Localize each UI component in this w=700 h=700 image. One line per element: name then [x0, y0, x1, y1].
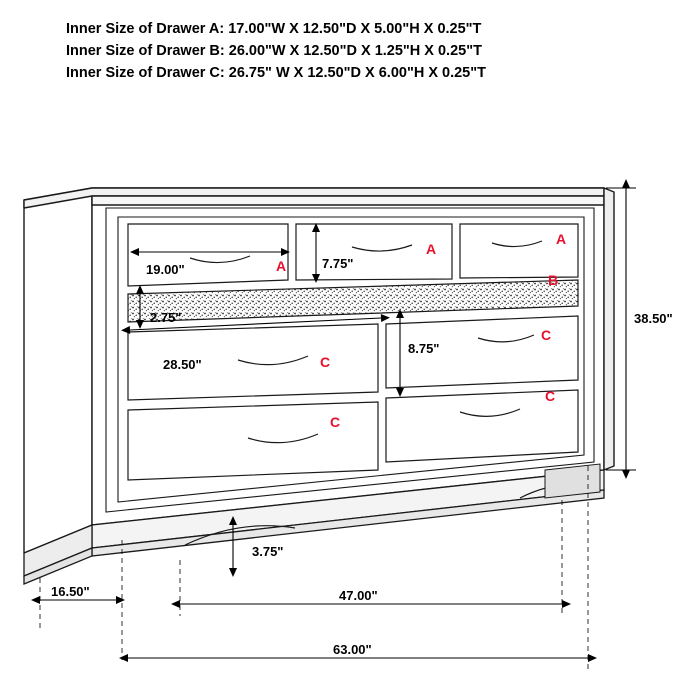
dim-label-inner-width: 47.00" — [339, 588, 378, 603]
left-side-panel — [24, 188, 92, 553]
tag-drawer-c-middle-left: C — [320, 354, 331, 370]
tag-drawer-a-left: A — [276, 258, 287, 274]
dim-label-total-width: 63.00" — [333, 642, 372, 657]
dim-label-drawer-b-height: 2.75" — [150, 310, 182, 325]
tag-drawer-a-right: A — [556, 231, 567, 247]
tag-drawer-c-bottom-left: C — [330, 414, 341, 430]
dim-label-drawer-a-height: 7.75" — [322, 256, 354, 271]
dim-label-drawer-c-height: 8.75" — [408, 341, 440, 356]
foot-right-block — [545, 464, 600, 498]
spec-line-drawer-c: Inner Size of Drawer C: 26.75" W X 12.50"D X 6.00"H X 0.25"T — [66, 65, 486, 81]
dim-label-base-clearance: 3.75" — [252, 544, 284, 559]
drawer-c-bottom-left[interactable] — [128, 402, 378, 480]
dim-label-depth: 16.50" — [51, 584, 90, 599]
right-side-edge — [604, 188, 614, 470]
top-front-edge — [92, 196, 604, 205]
dim-label-drawer-c-width: 28.50" — [163, 357, 202, 372]
tag-drawer-c-top-right: C — [541, 327, 552, 343]
spec-line-drawer-a: Inner Size of Drawer A: 17.00"W X 12.50"D X 5.00"H X 0.25"T — [66, 21, 482, 37]
tag-drawer-b: B — [548, 272, 559, 288]
dim-label-drawer-a-width: 19.00" — [146, 262, 185, 277]
tag-drawer-a-middle: A — [426, 241, 437, 257]
drawer-row-top — [128, 224, 578, 286]
spec-line-drawer-b: Inner Size of Drawer B: 26.00"W X 12.50"D X 1.25"H X 0.25"T — [66, 43, 482, 59]
tag-drawer-c-bottom-right: C — [545, 388, 556, 404]
dim-label-total-height: 38.50" — [634, 311, 673, 326]
